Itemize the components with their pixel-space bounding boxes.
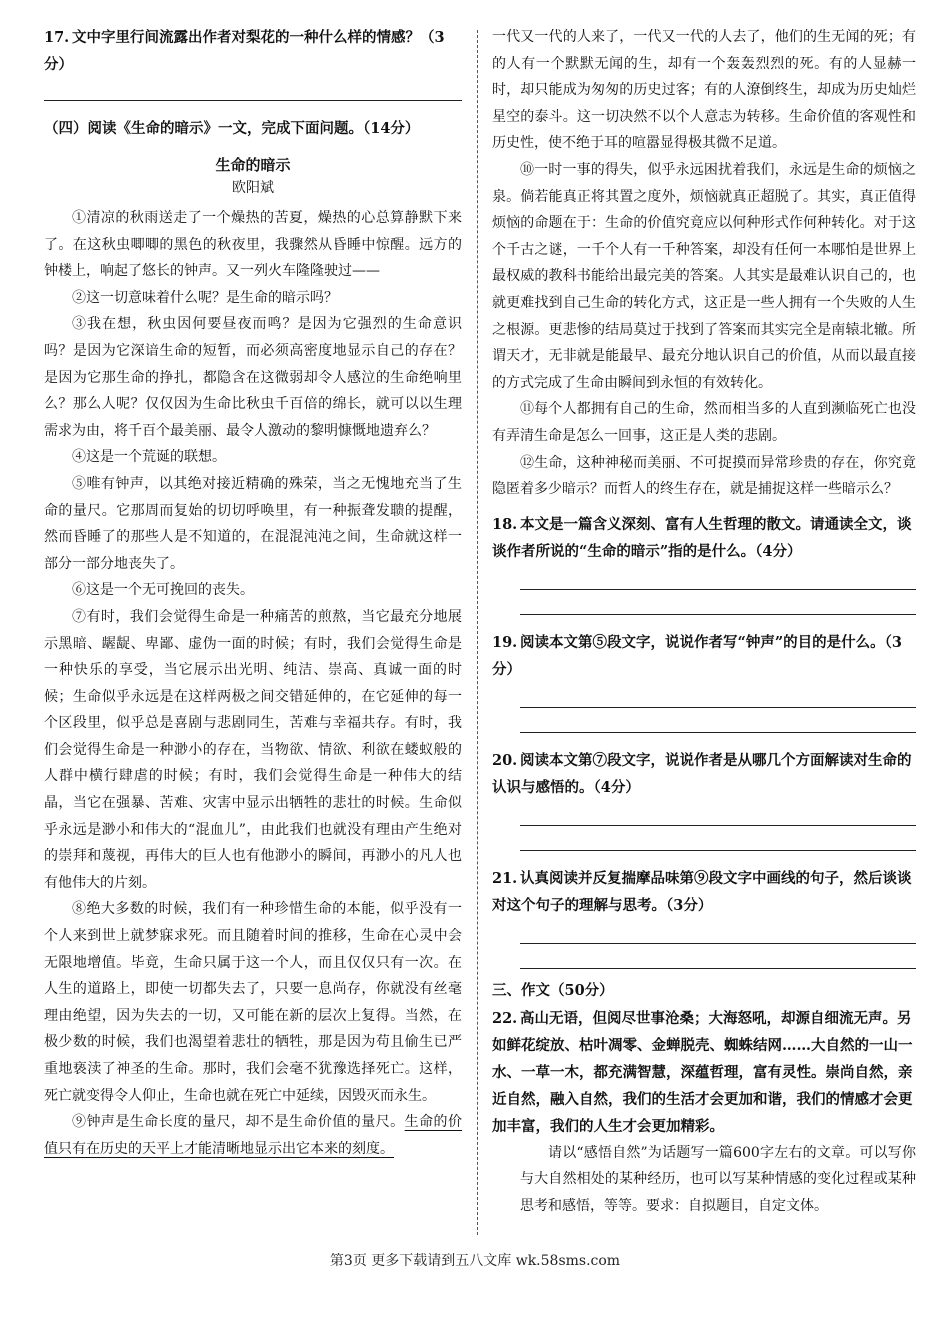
question-number: 18. bbox=[492, 515, 518, 533]
paragraph-2: ②这一切意味着什么呢？是生命的暗示吗？ bbox=[72, 289, 338, 306]
question-text: 本文是一篇含义深刻、富有人生哲理的散文。请通读全文，谈谈作者所说的“生命的暗示”指的是什么。（4分） bbox=[492, 515, 912, 560]
paragraph-11: ⑪每个人都拥有自己的生命，然而相当多的人直到濒临死亡也没有弄清生命是怎么一回事，这正是人类的悲剧。 bbox=[492, 401, 916, 444]
paragraph-9-continued: 一代又一代的人来了，一代又一代的人去了，他们的生无闻的死；有的人有一个默默无闻的生，却有一个轰轰烈烈的死。有的人显赫一时，却只能成为匆匆的历史过客；有的人潦倒终生，却成为历史灿烂星空的泰斗。这一切决然不以个人意志为转移。生命价值的客观性和历史性，使不绝于耳的喧嚣显得极其微不足道。 bbox=[492, 29, 916, 152]
paragraph-9 bbox=[44, 1109, 462, 1162]
paragraph-10: ⑩一时一事的得失，似乎永远困扰着我们，永远是生命的烦恼之泉。倘若能真正将其置之度外，烦恼就真正超脱了。其实，真正值得烦恼的命题在于：生命的价值究竟应以何种形式作何种转化。对于这个千古之谜，一千个人有一千种答案，却没有任何一本哪怕是世界上最权威的教科书能给出最完美的答案。人其实是最难认识自己的，也就更难找到自己生命的转化方式，这正是一些人拥有一个失败的人生之根源。更悲惨的结局莫过于找到了答案而其实完全是南辕北辙。所谓天才，无非就是能最早、最充分地认识自己的价值，从而以最直接的方式完成了生命由瞬间到永恒的有效转化。 bbox=[492, 161, 916, 391]
question-19 bbox=[492, 629, 916, 683]
paragraph-6: ⑥这是一个无可挽回的丧失。 bbox=[72, 582, 254, 599]
paragraph-5: ⑤唯有钟声，以其绝对接近精确的殊荣，当之无愧地充当了生命的量尺。它那周而复始的切切呼唤里，有一种振聋发聩的提醒，然而昏睡了的那些人是不知道的，在混混沌沌之间，生命就这样一部分一部分地丧失了。 bbox=[44, 475, 462, 572]
column-divider bbox=[477, 30, 478, 1235]
article-title: 生命的暗示 bbox=[215, 156, 291, 174]
question-18 bbox=[492, 511, 916, 565]
question-number: 17. bbox=[44, 29, 70, 46]
question-text: 阅读本文第⑦段文字，说说作者是从哪几个方面解读对生命的认识与感悟的。（4分） bbox=[492, 751, 912, 796]
paragraph-4: ④这是一个荒诞的联想。 bbox=[72, 449, 226, 466]
question-text: 阅读本文第⑤段文字，说说作者写“钟声”的目的是什么。（3分） bbox=[492, 633, 903, 678]
article-author: 欧阳斌 bbox=[232, 180, 274, 196]
answer-line[interactable] bbox=[520, 589, 916, 590]
question-number: 22. bbox=[492, 1009, 518, 1027]
question-17 bbox=[44, 24, 462, 78]
answer-line[interactable] bbox=[520, 707, 916, 708]
paragraph-9-text: ⑨钟声是生命长度的量尺，却不是生命价值的量尺。 bbox=[72, 1114, 405, 1131]
question-number: 20. bbox=[492, 751, 518, 769]
paragraph-3: ③我在想，秋虫因何要昼夜而鸣？是因为它强烈的生命意识吗？是因为它深谙生命的短暂，而必须高密度地显示自己的存在？是因为它那生命的挣扎，都隐含在这微弱却令人感泣的生命绝响里么？那么人呢？仅仅因为生命比秋虫千百倍的绵长，就可以以生理需求为由，将千百个最美丽、最令人激动的黎明慷慨地遗弃么？ bbox=[44, 316, 462, 439]
answer-line[interactable] bbox=[520, 825, 916, 826]
question-number: 21. bbox=[492, 869, 518, 887]
essay-instruction: 请以“感悟自然”为话题写一篇600字左右的文章。可以写你与大自然相处的某种经历，也可以写某种情感的变化过程或某种思考和感悟，等等。要求：自拟题目，自定文体。 bbox=[520, 1144, 916, 1214]
underlined-sentence: 生命的价值只有在历史的天平上才能清晰地显示出它本来的刻度。 bbox=[44, 1114, 463, 1157]
question-text: 认真阅读并反复揣摩品味第⑨段文字中画线的句子，然后谈谈对这个句子的理解与思考。（3分） bbox=[492, 869, 912, 914]
question-20 bbox=[492, 747, 916, 801]
left-column bbox=[44, 24, 462, 1162]
question-text: 高山无语，但阅尽世事沧桑；大海怒吼，却源自细流无声。另如鲜花绽放、枯叶凋零、金蝉脱壳、蜘蛛结网……大自然的一山一水、一草一木，都充满智慧，深蕴哲理，富有灵性。崇尚自然，亲近自然，融入自然，我们的生活才会更加和谐，我们的情感才会更加丰富，我们的人生才会更加精彩。 bbox=[492, 1009, 913, 1135]
paragraph-1: ①清凉的秋雨送走了一个燥热的苦夏，燥热的心总算静默下来了。在这秋虫唧唧的黑色的秋夜里，我骤然从昏睡中惊醒。远方的钟楼上，响起了悠长的钟声。又一列火车隆隆驶过—— bbox=[44, 210, 462, 280]
section-4-heading: （四）阅读《生命的暗示》一文，完成下面问题。（14分） bbox=[44, 120, 420, 137]
paragraph-7: ⑦有时，我们会觉得生命是一种痛苦的煎熬，当它最充分地展示黑暗、龌龊、卑鄙、虚伪一面的时候；有时，我们会觉得生命是一种快乐的享受，当它展示出光明、纯洁、崇高、真诚一面的时候；生命似乎永远是在这样两极之间交错延伸的，在它延伸的每一个区段里，似乎总是喜剧与悲剧同生，苦难与幸福共存。有时，我们会觉得生命是一种渺小的存在，当物欲、情欲、利欲在蝼蚁般的人群中横行肆虐的时候；有时，我们会觉得生命是一种伟大的结晶，当它在强暴、苦难、灾害中显示出牺牲的悲壮的时候。生命似乎永远是渺小和伟大的“混血儿”，由此我们也就没有理由产生绝对的崇拜和蔑视，再伟大的巨人也有他渺小的瞬间，再渺小的凡人也有他伟大的片刻。 bbox=[44, 608, 462, 891]
paragraph-12: ⑫生命，这种神秘而美丽、不可捉摸而异常珍贵的存在，你究竟隐匿着多少暗示？而哲人的终生存在，就是捕捉这样一些暗示么？ bbox=[492, 454, 916, 498]
question-text: 文中字里行间流露出作者对梨花的一种什么样的情感？（3分） bbox=[44, 29, 445, 73]
answer-line[interactable] bbox=[520, 943, 916, 944]
paragraph-8: ⑧绝大多数的时候，我们有一种珍惜生命的本能，似乎没有一个人来到世上就梦寐求死。而且随着时间的推移，生命在心灵中会无限地增值。毕竟，生命只属于这一个人，而且仅仅只有一次。在人生的道路上，即使一切都失去了，只要一息尚存，你就没有丝毫理由绝望，因为失去的一切，又可能在新的层次上复得。当然，在极少数的时候，我们也渴望着悲壮的牺牲，那是因为苟且偷生已严重地亵渎了神圣的生命。那时，我们会毫不犹豫选择死亡。这样，死亡就变得令人仰止，生命也就在死亡中延续，因毁灭而永生。 bbox=[44, 901, 462, 1104]
section-3-heading: 三、作文（50分） bbox=[492, 981, 614, 999]
page-footer: 第3页 更多下载请到五八文库 wk.58sms.com bbox=[329, 1253, 621, 1269]
question-21 bbox=[492, 865, 916, 919]
question-22 bbox=[492, 1005, 916, 1140]
right-column bbox=[492, 24, 916, 1219]
question-number: 19. bbox=[492, 633, 518, 651]
